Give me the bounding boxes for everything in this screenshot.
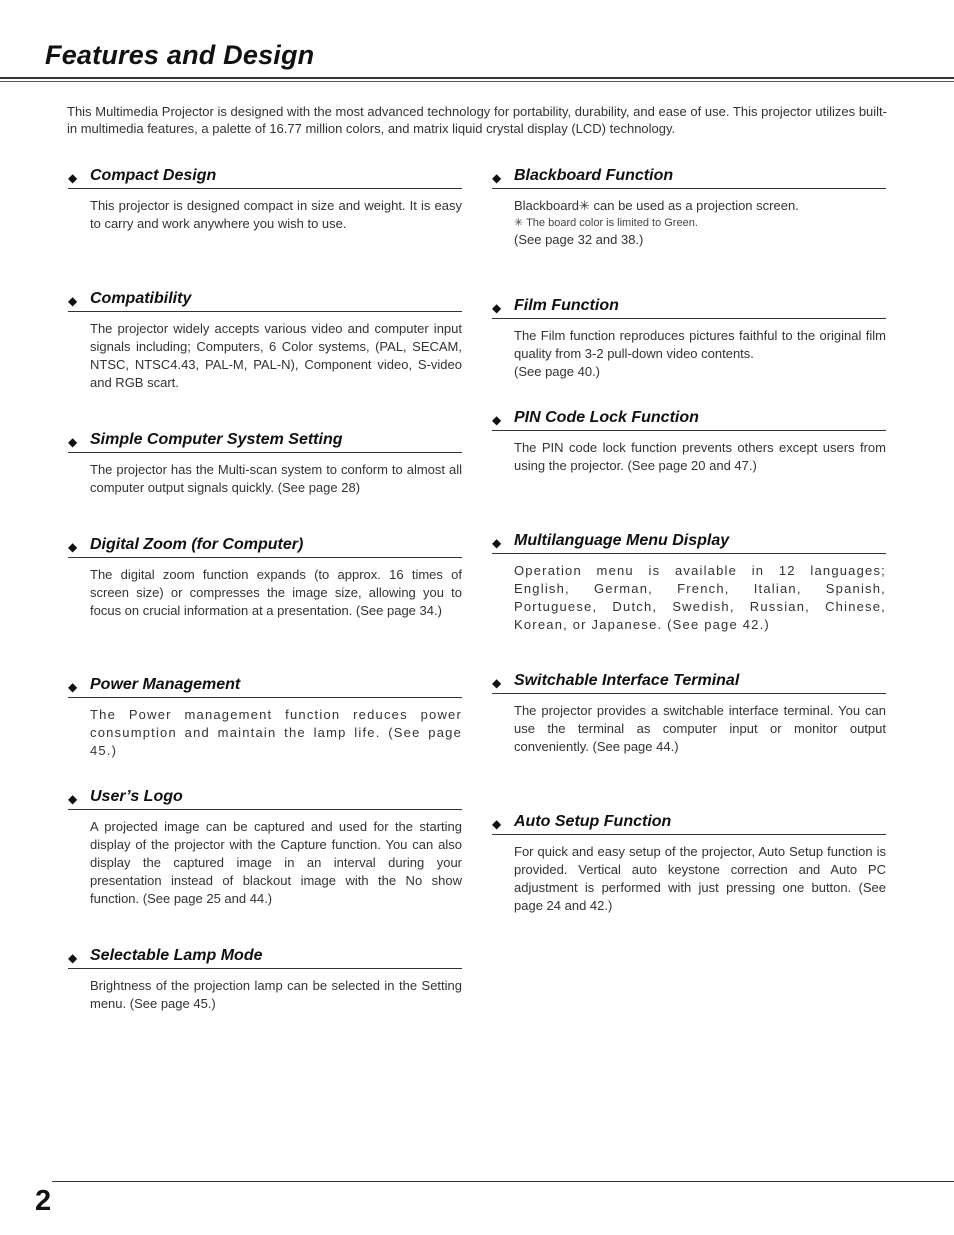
section-title: Auto Setup Function bbox=[514, 813, 672, 830]
diamond-bullet-icon: ◆ bbox=[68, 435, 78, 449]
section-title: Blackboard Function bbox=[514, 167, 674, 184]
section-body bbox=[90, 320, 462, 392]
section-text: The projector has the Multi-scan system to conform to almost all computer output signals quickly. (See page 28) bbox=[90, 462, 462, 495]
page-reference: (See page 32 and 38.) bbox=[514, 232, 644, 247]
section-body bbox=[514, 439, 886, 475]
section-text: Blackboard✳ can be used as a projection screen. bbox=[514, 198, 799, 213]
section-text: The digital zoom function expands (to approx. 16 times of screen size) or compresses the image size, allowing you to focus on crucial information at a presentation. (See page 34.) bbox=[90, 567, 462, 618]
diamond-bullet-icon: ◆ bbox=[492, 171, 502, 185]
section-title: Selectable Lamp Mode bbox=[90, 947, 263, 964]
section-text: The PIN code lock function prevents others except users from using the projector. (See page 20 and 47.) bbox=[514, 440, 886, 473]
section-body bbox=[90, 977, 462, 1013]
page-title: Features and Design bbox=[45, 40, 315, 70]
section-text: The projector provides a switchable interface terminal. You can use the terminal as computer input or monitor output conveniently. (See page 44.) bbox=[514, 703, 886, 754]
section-body bbox=[514, 197, 886, 249]
section-header bbox=[68, 535, 462, 558]
section-header bbox=[492, 166, 886, 189]
diamond-bullet-icon: ◆ bbox=[492, 676, 502, 690]
section-text: The Power management function reduces power consumption and maintain the lamp life. (See page 45.) bbox=[90, 707, 462, 758]
section-text: A projected image can be captured and used for the starting display of the projector with the Capture function. You can also display the captured image in an interval during your presentation instead of blackout image with the No show function. (See page 25 and 44.) bbox=[90, 819, 462, 906]
section-title: Switchable Interface Terminal bbox=[514, 672, 740, 689]
section-multilanguage-menu bbox=[492, 531, 886, 634]
section-body bbox=[90, 818, 462, 908]
section-selectable-lamp-mode bbox=[68, 946, 462, 1013]
section-body bbox=[514, 702, 886, 756]
diamond-bullet-icon: ◆ bbox=[68, 951, 78, 965]
section-title: Film Function bbox=[514, 297, 619, 314]
section-header bbox=[492, 408, 886, 431]
section-auto-setup bbox=[492, 812, 886, 915]
section-body bbox=[90, 706, 462, 760]
section-digital-zoom bbox=[68, 535, 462, 620]
section-header bbox=[68, 289, 462, 312]
section-switchable-interface bbox=[492, 671, 886, 756]
section-header bbox=[492, 812, 886, 835]
section-title: Multilanguage Menu Display bbox=[514, 532, 730, 549]
intro-paragraph: This Multimedia Projector is designed with the most advanced technology for portability, durability, and ease of use. This projector utilizes built-in multimedia features, a palette of 16.77 million colors, and matrix liquid crystal display (LCD) technology. bbox=[67, 104, 887, 136]
section-power-management bbox=[68, 675, 462, 760]
section-header bbox=[68, 787, 462, 810]
title-rule-thin bbox=[0, 81, 954, 82]
diamond-bullet-icon: ◆ bbox=[492, 536, 502, 550]
section-film-function bbox=[492, 296, 886, 381]
section-header bbox=[68, 430, 462, 453]
page-reference: (See page 40.) bbox=[514, 364, 601, 379]
section-title: Digital Zoom (for Computer) bbox=[90, 536, 304, 553]
page-number: 2 bbox=[35, 1185, 52, 1217]
footer-rule bbox=[52, 1181, 954, 1182]
diamond-bullet-icon: ◆ bbox=[68, 171, 78, 185]
section-blackboard-function bbox=[492, 166, 886, 249]
diamond-bullet-icon: ◆ bbox=[68, 792, 78, 806]
diamond-bullet-icon: ◆ bbox=[492, 301, 502, 315]
section-title: Simple Computer System Setting bbox=[90, 431, 343, 448]
section-text: Operation menu is available in 12 languages; English, German, French, Italian, Spanish, Portuguese, Dutch, Swedish, Russian, Chinese, Korean, or Japanese. (See page 42.) bbox=[514, 563, 886, 632]
section-users-logo bbox=[68, 787, 462, 908]
diamond-bullet-icon: ◆ bbox=[68, 680, 78, 694]
diamond-bullet-icon: ◆ bbox=[68, 294, 78, 308]
diamond-bullet-icon: ◆ bbox=[492, 413, 502, 427]
section-body bbox=[514, 562, 886, 634]
diamond-bullet-icon: ◆ bbox=[492, 817, 502, 831]
section-text: The projector widely accepts various video and computer input signals including; Computers, 6 Color systems, (PAL, SECAM, NTSC, NTSC4.43, PAL-M, PAL-N), Component video, S-video and RGB scart. bbox=[90, 321, 462, 390]
section-simple-computer-system-setting bbox=[68, 430, 462, 497]
diamond-bullet-icon: ◆ bbox=[68, 540, 78, 554]
section-header bbox=[68, 166, 462, 189]
section-body bbox=[90, 197, 462, 233]
section-body bbox=[90, 566, 462, 620]
section-header bbox=[492, 671, 886, 694]
section-pin-code-lock bbox=[492, 408, 886, 475]
section-title: Compatibility bbox=[90, 290, 192, 307]
section-text: For quick and easy setup of the projector, Auto Setup function is provided. Vertical auto keystone correction and Auto PC adjustment is performed with just pressing one button. (See page 24 and 42.) bbox=[514, 844, 886, 913]
section-header bbox=[492, 531, 886, 554]
section-title: Power Management bbox=[90, 676, 241, 693]
section-body bbox=[90, 461, 462, 497]
footnote: ✳ The board color is limited to Green. bbox=[514, 217, 698, 229]
section-text: Brightness of the projection lamp can be selected in the Setting menu. (See page 45.) bbox=[90, 978, 462, 1011]
section-header bbox=[492, 296, 886, 319]
section-body bbox=[514, 327, 886, 381]
section-compatibility bbox=[68, 289, 462, 392]
title-rule bbox=[0, 77, 954, 79]
section-text: This projector is designed compact in size and weight. It is easy to carry and work anywhere you wish to use. bbox=[90, 198, 462, 231]
section-text: The Film function reproduces pictures faithful to the original film quality from 3-2 pull-down video contents. bbox=[514, 328, 886, 361]
section-title: User’s Logo bbox=[90, 788, 183, 805]
section-title: PIN Code Lock Function bbox=[514, 409, 699, 426]
section-header bbox=[68, 946, 462, 969]
section-header bbox=[68, 675, 462, 698]
section-title: Compact Design bbox=[90, 167, 217, 184]
section-compact-design bbox=[68, 166, 462, 233]
section-body bbox=[514, 843, 886, 915]
